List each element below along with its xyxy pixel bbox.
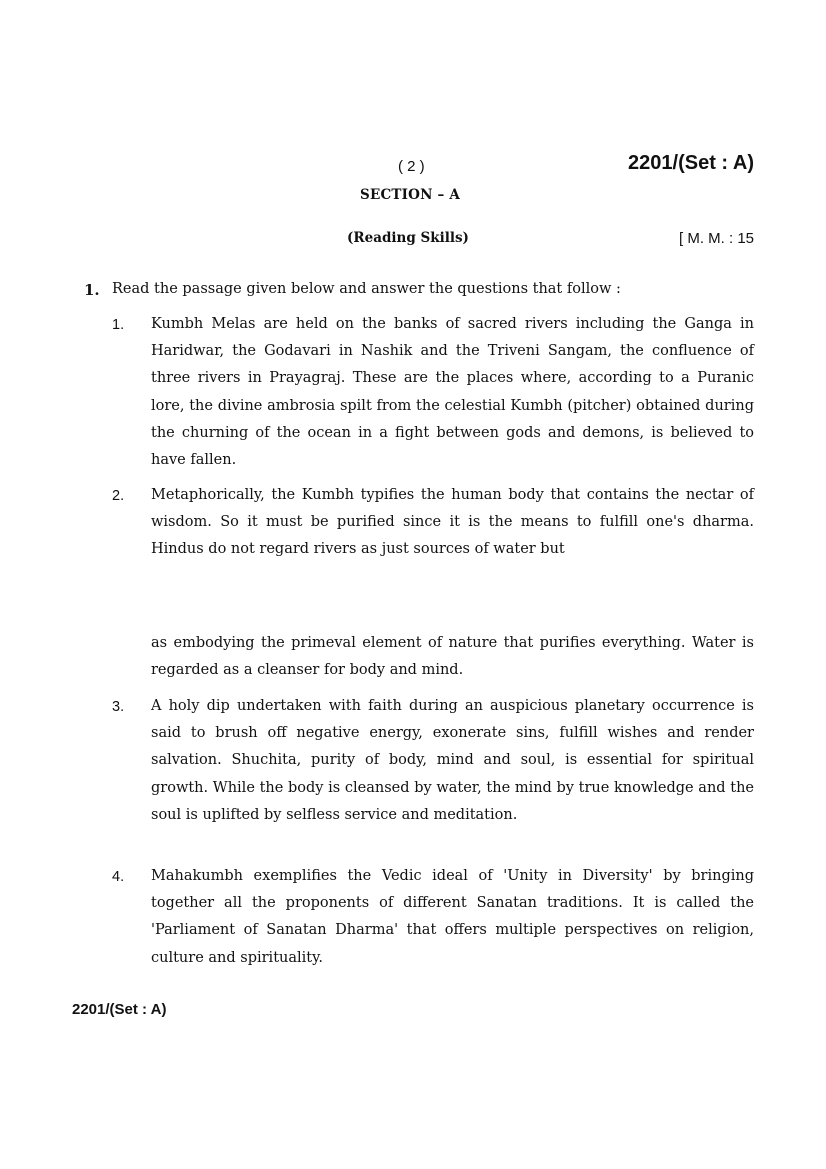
subsection-title: (Reading Skills) [347, 230, 469, 246]
paragraph-2-part-2: as embodying the primeval element of nature that purifies everything. Water is regarded as a cleanser for body and mind. [151, 635, 754, 679]
page-number: ( 2 ) [398, 158, 425, 175]
set-code-header: 2201/(Set : A) [628, 152, 754, 174]
paragraph-number: 3. [112, 699, 125, 715]
paragraph-2-part-1: Metaphorically, the Kumbh typifies the human body that contains the nectar of wisdom. So it must be purified since it is the means to fulfill one's dharma. Hindus do not regard rivers as just sources of water but [151, 487, 754, 558]
paragraph-number: 2. [112, 488, 125, 504]
max-marks: [ M. M. : 15 [678, 230, 754, 247]
paragraph-1: Kumbh Melas are held on the banks of sacred rivers including the Ganga in Haridwar, the Godavari in Nashik and the Triveni Sangam, the confluence of three rivers in Prayagraj. These are the places where, according to a Puranic lore, the divine ambrosia spilt from the celestial Kumbh (pitcher) obtained during the churning of the ocean in a fight between gods and demons, is believed to have fallen. [151, 316, 754, 469]
section-title: SECTION – A [360, 187, 461, 203]
question-instruction: Read the passage given below and answer the questions that follow : [112, 281, 621, 297]
paragraph-number: 4. [112, 869, 125, 885]
paragraph-3: A holy dip undertaken with faith during an auspicious planetary occurrence is said to brush off negative energy, exonerate sins, fulfill wishes and render salvation. Shuchita, purity of body, mind and soul, is essential for spiritual growth. While the body is cleansed by water, the mind by true knowledge and the soul is uplifted by selfless service and meditation. [151, 698, 754, 823]
paragraph-number: 1. [112, 317, 125, 333]
set-code-footer: 2201/(Set : A) [72, 1001, 167, 1018]
question-number: 1. [84, 281, 100, 299]
paragraph-4: Mahakumbh exemplifies the Vedic ideal of 'Unity in Diversity' by bringing together all the proponents of different Sanatan traditions. It is called the 'Parliament of Sanatan Dharma' that offers multiple perspectives on religion, culture and spirituality. [151, 868, 754, 966]
